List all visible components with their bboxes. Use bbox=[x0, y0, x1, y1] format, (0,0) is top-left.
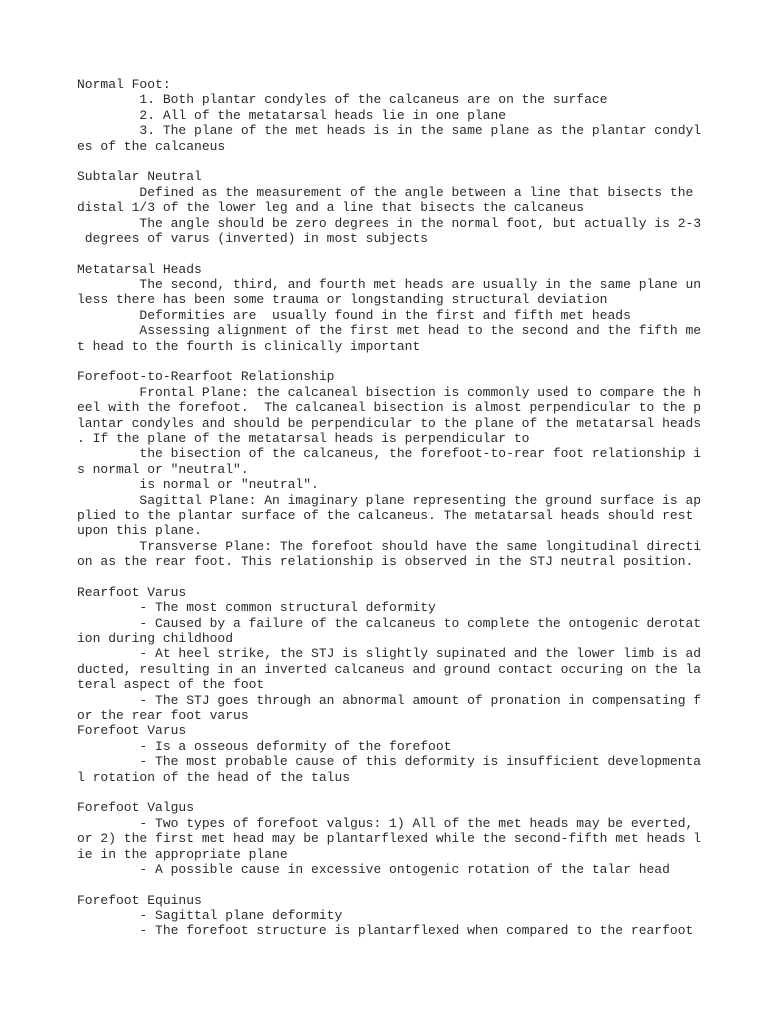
blank-line bbox=[77, 154, 717, 169]
text-line: The angle should be zero degrees in the normal foot, but actually is 2-3 bbox=[77, 215, 702, 231]
text-line: - The STJ goes through an abnormal amount of pronation in compensating f bbox=[77, 692, 702, 708]
text-line: Assessing alignment of the first met head to the second and the fifth me bbox=[77, 323, 702, 339]
text-line: Defined as the measurement of the angle between a line that bisects the bbox=[77, 184, 694, 200]
text-line: Frontal Plane: the calcaneal bisection is commonly used to compare the h bbox=[77, 384, 702, 400]
text-line: less there has been some trauma or longstanding structural deviation bbox=[77, 292, 608, 308]
text-line: upon this plane. bbox=[77, 523, 202, 539]
text-line: degrees of varus (inverted) in most subjects bbox=[77, 230, 429, 246]
text-line: Sagittal Plane: An imaginary plane representing the ground surface is ap bbox=[77, 492, 702, 508]
text-line: Transverse Plane: The forefoot should have the same longitudinal directi bbox=[77, 538, 702, 554]
text-line: t head to the fourth is clinically important bbox=[77, 338, 421, 354]
text-line: or 2) the first met head may be plantarflexed while the second-fifth met heads l bbox=[77, 831, 702, 847]
text-line: - The most probable cause of this deformity is insufficient developmenta bbox=[77, 754, 702, 770]
text-line: - A possible cause in excessive ontogenic rotation of the talar head bbox=[77, 861, 670, 877]
text-line: plied to the plantar surface of the calcaneus. The metatarsal heads should rest bbox=[77, 507, 694, 523]
text-line: eel with the forefoot. The calcaneal bisection is almost perpendicular to the p bbox=[77, 400, 702, 416]
text-line: s normal or "neutral". bbox=[77, 461, 249, 477]
text-line: Forefoot Valgus bbox=[77, 800, 195, 816]
blank-line bbox=[77, 785, 717, 800]
text-line: - At heel strike, the STJ is slightly supinated and the lower limb is ad bbox=[77, 646, 702, 662]
text-line: Forefoot Varus bbox=[77, 723, 187, 739]
text-line: 3. The plane of the met heads is in the same plane as the plantar condyl bbox=[77, 123, 702, 139]
text-line: Normal Foot: bbox=[77, 77, 171, 92]
text-line: The second, third, and fourth met heads are usually in the same plane un bbox=[77, 277, 702, 293]
text-line: Subtalar Neutral bbox=[77, 169, 202, 185]
text-line: teral aspect of the foot bbox=[77, 677, 265, 693]
text-line: is normal or "neutral". bbox=[77, 477, 319, 493]
text-line: Forefoot Equinus bbox=[77, 892, 202, 908]
blank-line bbox=[77, 354, 717, 369]
blank-line bbox=[77, 570, 717, 585]
text-line: - The most common structural deformity bbox=[77, 600, 436, 616]
text-line: Forefoot-to-Rearfoot Relationship bbox=[77, 369, 335, 385]
text-line: - Is a osseous deformity of the forefoot bbox=[77, 738, 452, 754]
text-line: the bisection of the calcaneus, the forefoot-to-rear foot relationship i bbox=[77, 446, 702, 462]
text-line: - The forefoot structure is plantarflexed when compared to the rearfoot bbox=[77, 923, 694, 939]
text-line: 2. All of the metatarsal heads lie in one plane bbox=[77, 107, 507, 123]
text-line: l rotation of the head of the talus bbox=[77, 769, 351, 785]
text-line: ie in the appropriate plane bbox=[77, 846, 288, 862]
text-line: Deformities are usually found in the first and fifth met heads bbox=[77, 307, 631, 323]
text-line: distal 1/3 of the lower leg and a line that bisects the calcaneus bbox=[77, 200, 585, 216]
text-line: 1. Both plantar condyles of the calcaneus are on the surface bbox=[77, 92, 608, 108]
text-line: Metatarsal Heads bbox=[77, 261, 202, 277]
text-line: or the rear foot varus bbox=[77, 708, 249, 724]
text-line: ion during childhood bbox=[77, 631, 234, 647]
text-line: - Sagittal plane deformity bbox=[77, 908, 343, 924]
text-line: - Two types of forefoot valgus: 1) All of the met heads may be everted, bbox=[77, 815, 694, 831]
blank-line bbox=[77, 877, 717, 892]
text-line: ducted, resulting in an inverted calcaneus and ground contact occuring on the la bbox=[77, 661, 702, 677]
text-line: Rearfoot Varus bbox=[77, 584, 187, 600]
text-line: lantar condyles and should be perpendicular to the plane of the metatarsal heads bbox=[77, 415, 702, 431]
document-page bbox=[77, 77, 717, 939]
text-line: - Caused by a failure of the calcaneus to complete the ontogenic derotat bbox=[77, 615, 702, 631]
text-line: on as the rear foot. This relationship is observed in the STJ neutral position. bbox=[77, 554, 694, 570]
blank-line bbox=[77, 246, 717, 261]
text-line: es of the calcaneus bbox=[77, 138, 226, 154]
text-line: . If the plane of the metatarsal heads is perpendicular to bbox=[77, 430, 530, 446]
